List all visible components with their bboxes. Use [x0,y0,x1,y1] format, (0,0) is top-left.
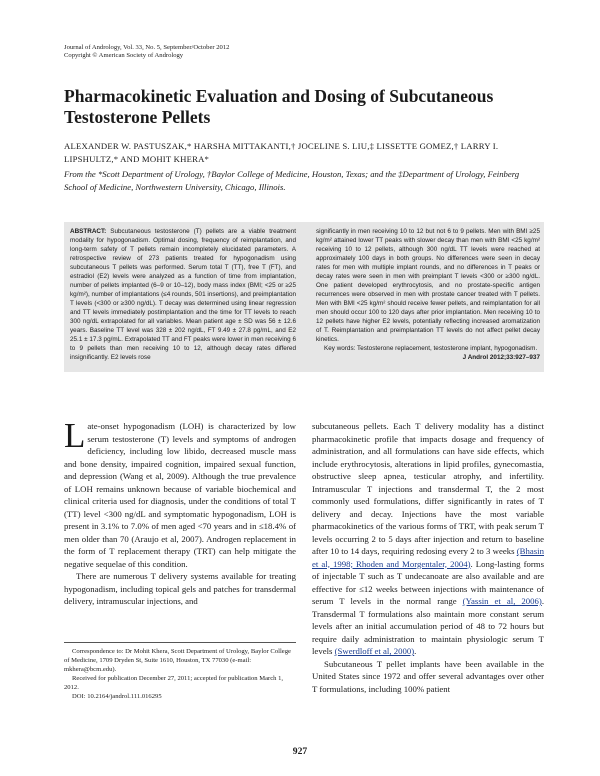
received-note: Received for publication December 27, 2011; accepted for publication March 1, 2012. [64,674,284,691]
author-list: ALEXANDER W. PASTUSZAK,* HARSHA MITTAKANTI,† JOCELINE S. LIU,‡ LISSETTE GOMEZ,† LARRY I. LIPSHULTZ,* AND MOHIT KHERA* [64,141,499,164]
abstract-column-left [70,227,296,362]
page-number: 927 [292,746,308,757]
doi-note: DOI: 10.2164/jandrol.111.016295 [72,692,162,700]
abstract-label: ABSTRACT: [70,228,107,235]
author-affiliations: From the *Scott Department of Urology, †Baylor College of Medicine, Houston, Texas; and the ‡Department of Urology, Feinberg School of Medicine, Northwestern University, Chicago, Illinois. [64,169,520,192]
footnotes [64,642,296,701]
journal-header [64,44,229,61]
paragraph-pharmacokinetics [312,420,544,658]
citation-link-yassin[interactable]: (Yassin et al, 2006) [462,596,542,606]
drop-cap: L [64,416,86,455]
body-column-right [312,420,544,695]
keywords: Key words: Testosterone replacement, testosterone implant, hypogonadism. [324,345,538,352]
correspondence-note: Correspondence to: Dr Mohit Khera, Scott Department of Urology, Baylor College of Medicine, 1709 Dryden St, Suite 1610, Houston, TX 77030 (e-mail: mkhera@bcm.edu). [64,648,291,673]
paragraph-delivery-systems: There are numerous T delivery systems available for treating hypogonadism, including topical gels and patches for transdermal delivery, intramuscular injections, and [64,571,296,606]
paragraph-text: . Long-lasting forms of injectable T such as T undecanoate are also available and are effective for ≤12 weeks between injections with maintenance of serum T levels in the normal range [312,558,544,606]
abstract-box [64,222,544,372]
paragraph-text: . [414,646,417,656]
abstract-text-left: Subcutaneous testosterone (T) pellets are a viable treatment modality for hypogonadism. Optimal dosing, frequency of reimplantation, and long-term safety of T pellets remain incompletely elucidated parameters. A retrospective review of 273 patients treated for hypogonadism using subcutaneous T pellets was performed. Serum total T (TT), free T (FT), and estradiol (E2) levels were analyzed as a function of time from implantation, number of pellets implanted (6–9 or 10–12), body mass index (BMI; <25 or ≥25 kg/m²), number of implantations (≤4 rounds, 501 insertions), and preimplantation T levels (<300 or ≥300 ng/dL). T decay was determined using linear regression and TT levels immediately postimplantation and the time for TT levels to reach 300 ng/dL extrapolated for all variables. Mean patient age ± SD was 56 ± 12.6 years. Baseline TT level was 328 ± 202 ng/dL, FT 9.49 ± 27.8 pg/mL, and E2 25.1 ± 17.3 pg/mL. Extrapolated TT and FT peaks were lower in men receiving 6 to 9 pellets than men receiving 10 to 12, although decay rates differed insignificantly. E2 levels rose [70,228,296,361]
abstract-column-right [316,227,540,362]
paragraph-text: ate-onset hypogonadism (LOH) is characterized by low serum testosterone (T) levels and symptoms of androgen deficiency, including low libido, decreased muscle mass and bone density, impaired cognition, impaired sexual function, and depression (Wang et al, 2009). Although the true prevalence of LOH remains unknown because of variable biochemical and clinical criteria used for diagnosis, under the conditions of total T (TT) level <300 ng/dL and symptomatic hypogonadism, LOH is present in 3.1% to 7.0% of men aged <70 years and in ≤18.4% of men older than 70 (Araujo et al, 2007). Androgen replacement in the form of T replacement therapy (TRT) can help mitigate the negative sequelae of this condition. [64,421,296,569]
body-column-left [64,416,296,608]
citation-link-swerdloff[interactable]: (Swerdloff et al, 2000) [334,646,415,656]
citation-link-bhasin[interactable]: (Bhasin et al, 1998; Rhoden and Morgentaler, 2004) [312,546,544,569]
article-title: Pharmacokinetic Evaluation and Dosing of Subcutaneous Testosterone Pellets [64,86,494,127]
journal-citation-line: Journal of Andrology, Vol. 33, No. 5, September/October 2012 [64,44,230,51]
abstract-text-right: significantly in men receiving 10 to 12 but not 6 to 9 pellets. Men with BMI ≥25 kg/m² attained lower TT peaks with slower decay than men with BMI <25 kg/m² receiving 10 to 12 pellets, although 300 ng/dL TT levels were reached at approximately 100 days in both groups. No differences were seen in decay rates for men with multiple implant rounds, and no differences in T peaks or decay rates were seen in men with preimplant T levels <300 or ≥300 ng/dL. One patient developed erythrocytosis, and no prostate-specific antigen recurrences were observed in men with prostate cancer treated with T pellets. Men with BMI <25 kg/m² should receive fewer pellets, and reimplantation for all men should occur 100 to 120 days after prior implantation. Men receiving 10 to 12 pellets have higher E2 levels, potentially reflecting increased aromatization of T. Reimplantation and preimplantation TT levels do not affect pellet decay kinetics. [316,228,540,343]
paragraph-intro [64,416,296,570]
paragraph-text: subcutaneous pellets. Each T delivery modality has a distinct pharmacokinetic profile that impacts dosage and frequency of administration, and all formulations can have side effects, which include erythrocytosis, alterations in lipid profiles, gynecomastia, obstructive sleep apnea, testicular atrophy, and infertility. Intramuscular T injections and transdermal T, the 2 most commonly used formulations, differ significantly in rates of T delivery and decay. Injections have the most variable pharmacokinetics of the various forms of TRT, with peak serum T levels occurring 2 to 5 days after injection and return to baseline after 10 to 14 days, requiring redosing every 2 to 3 weeks [312,421,544,556]
journal-citation: J Androl 2012;33:927–937 [462,354,540,361]
journal-copyright-line: Copyright © American Society of Andrology [64,52,184,60]
paragraph-text: . Transdermal T formulations also maintain more constant serum levels after an initial accumulation period of 48 to 72 hours but require daily administration to maintain physiologic serum T levels [312,596,544,656]
paragraph-pellet-implants: Subcutaneous T pellet implants have been available in the United States since 1972 and offer several advantages over other T formulations, including 100% patient [312,658,544,694]
